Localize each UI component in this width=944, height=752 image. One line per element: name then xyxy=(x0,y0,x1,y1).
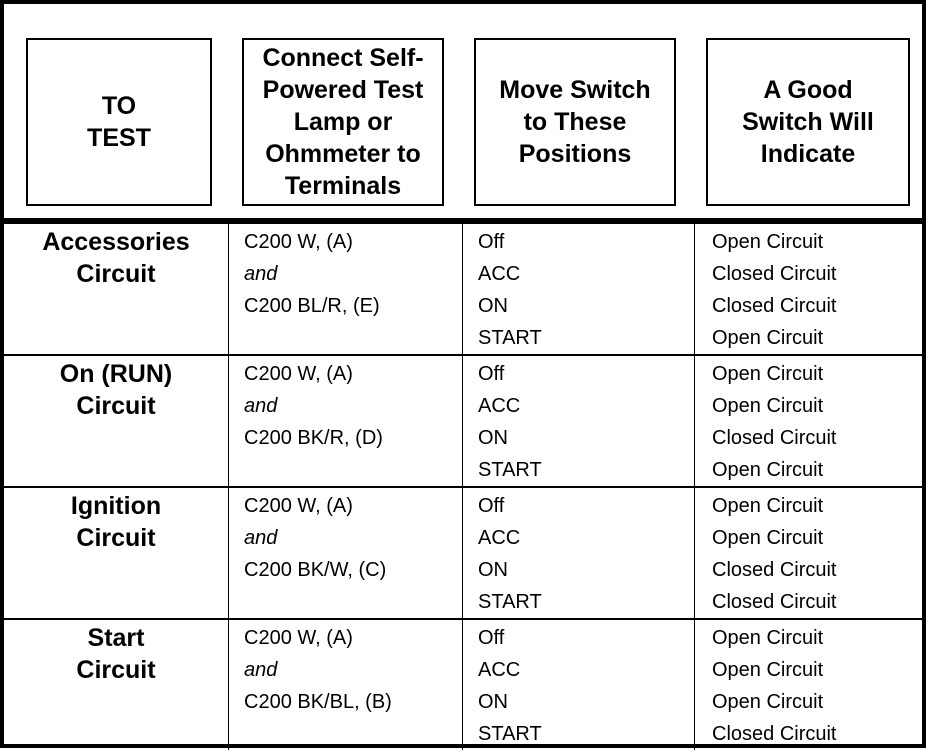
terminal-cell: C200 W, (A) xyxy=(244,627,353,649)
column-divider xyxy=(694,488,695,618)
terminal-cell: and xyxy=(244,527,278,549)
terminals-column xyxy=(244,226,380,322)
circuit-name: Ignition Circuit xyxy=(70,492,162,552)
table-row xyxy=(4,620,922,750)
result-cell: Open Circuit xyxy=(712,527,824,549)
terminal-cell: C200 BK/BL, (B) xyxy=(244,691,392,713)
result-cell: Open Circuit xyxy=(712,395,824,417)
position-cell: START xyxy=(478,459,542,481)
terminal-cell: and xyxy=(244,395,278,417)
column-divider xyxy=(228,620,229,750)
result-cell: Open Circuit xyxy=(712,691,824,713)
result-cell: Open Circuit xyxy=(712,459,824,481)
result-cell: Closed Circuit xyxy=(712,427,837,449)
column-divider xyxy=(228,356,229,486)
terminal-cell: C200 BK/R, (D) xyxy=(244,427,383,449)
header-connect xyxy=(242,38,444,206)
results-column xyxy=(712,226,836,354)
result-cell: Closed Circuit xyxy=(712,559,837,581)
terminal-cell: C200 BK/W, (C) xyxy=(244,559,387,581)
header-move-switch-label: Move Switch to These Positions xyxy=(499,76,651,168)
header-indicate-label: A Good Switch Will Indicate xyxy=(742,76,874,168)
position-cell: ON xyxy=(478,427,508,449)
circuit-name: On (RUN) Circuit xyxy=(59,360,173,420)
result-cell: Open Circuit xyxy=(712,627,824,649)
table-row xyxy=(4,224,922,356)
positions-column xyxy=(478,490,542,618)
column-divider xyxy=(694,620,695,750)
terminal-cell: C200 BL/R, (E) xyxy=(244,295,380,317)
terminal-cell: C200 W, (A) xyxy=(244,495,353,517)
results-column xyxy=(712,622,836,750)
terminals-column xyxy=(244,490,386,586)
header-to-test xyxy=(26,38,212,206)
result-cell: Open Circuit xyxy=(712,495,824,517)
result-cell: Closed Circuit xyxy=(712,263,837,285)
result-cell: Open Circuit xyxy=(712,231,824,253)
table-row xyxy=(4,356,922,488)
result-cell: Closed Circuit xyxy=(712,591,837,613)
position-cell: Off xyxy=(478,363,505,385)
results-column xyxy=(712,358,836,486)
column-divider xyxy=(462,620,463,750)
position-cell: Off xyxy=(478,231,505,253)
terminal-cell: C200 W, (A) xyxy=(244,231,353,253)
circuit-name: Start Circuit xyxy=(76,624,156,684)
position-cell: START xyxy=(478,591,542,613)
position-cell: ACC xyxy=(478,527,521,549)
position-cell: ACC xyxy=(478,395,521,417)
position-cell: ON xyxy=(478,691,508,713)
column-divider xyxy=(228,224,229,354)
position-cell: Off xyxy=(478,495,505,517)
result-cell: Open Circuit xyxy=(712,659,824,681)
result-cell: Open Circuit xyxy=(712,327,824,349)
terminal-cell: and xyxy=(244,263,278,285)
table-row xyxy=(4,488,922,620)
position-cell: START xyxy=(478,327,542,349)
column-divider xyxy=(228,488,229,618)
positions-column xyxy=(478,226,542,354)
table-body xyxy=(4,224,922,750)
terminal-cell: C200 W, (A) xyxy=(244,363,353,385)
header-indicate xyxy=(706,38,910,206)
column-divider xyxy=(694,224,695,354)
header-move-switch xyxy=(474,38,676,206)
position-cell: ON xyxy=(478,559,508,581)
result-cell: Open Circuit xyxy=(712,363,824,385)
column-divider xyxy=(694,356,695,486)
positions-column xyxy=(478,358,542,486)
header-to-test-label: TO TEST xyxy=(87,92,151,152)
column-divider xyxy=(462,224,463,354)
position-cell: START xyxy=(478,723,542,745)
result-cell: Closed Circuit xyxy=(712,723,837,745)
positions-column xyxy=(478,622,542,750)
table-header xyxy=(4,4,922,224)
results-column xyxy=(712,490,836,618)
terminal-cell: and xyxy=(244,659,278,681)
circuit-name: Accessories Circuit xyxy=(42,228,190,288)
position-cell: ACC xyxy=(478,659,521,681)
column-divider xyxy=(462,356,463,486)
position-cell: ACC xyxy=(478,263,521,285)
header-connect-label: Connect Self- Powered Test Lamp or Ohmmeter to Terminals xyxy=(262,44,424,200)
result-cell: Closed Circuit xyxy=(712,295,837,317)
position-cell: Off xyxy=(478,627,505,649)
terminals-column xyxy=(244,622,392,718)
column-divider xyxy=(462,488,463,618)
terminals-column xyxy=(244,358,383,454)
position-cell: ON xyxy=(478,295,508,317)
